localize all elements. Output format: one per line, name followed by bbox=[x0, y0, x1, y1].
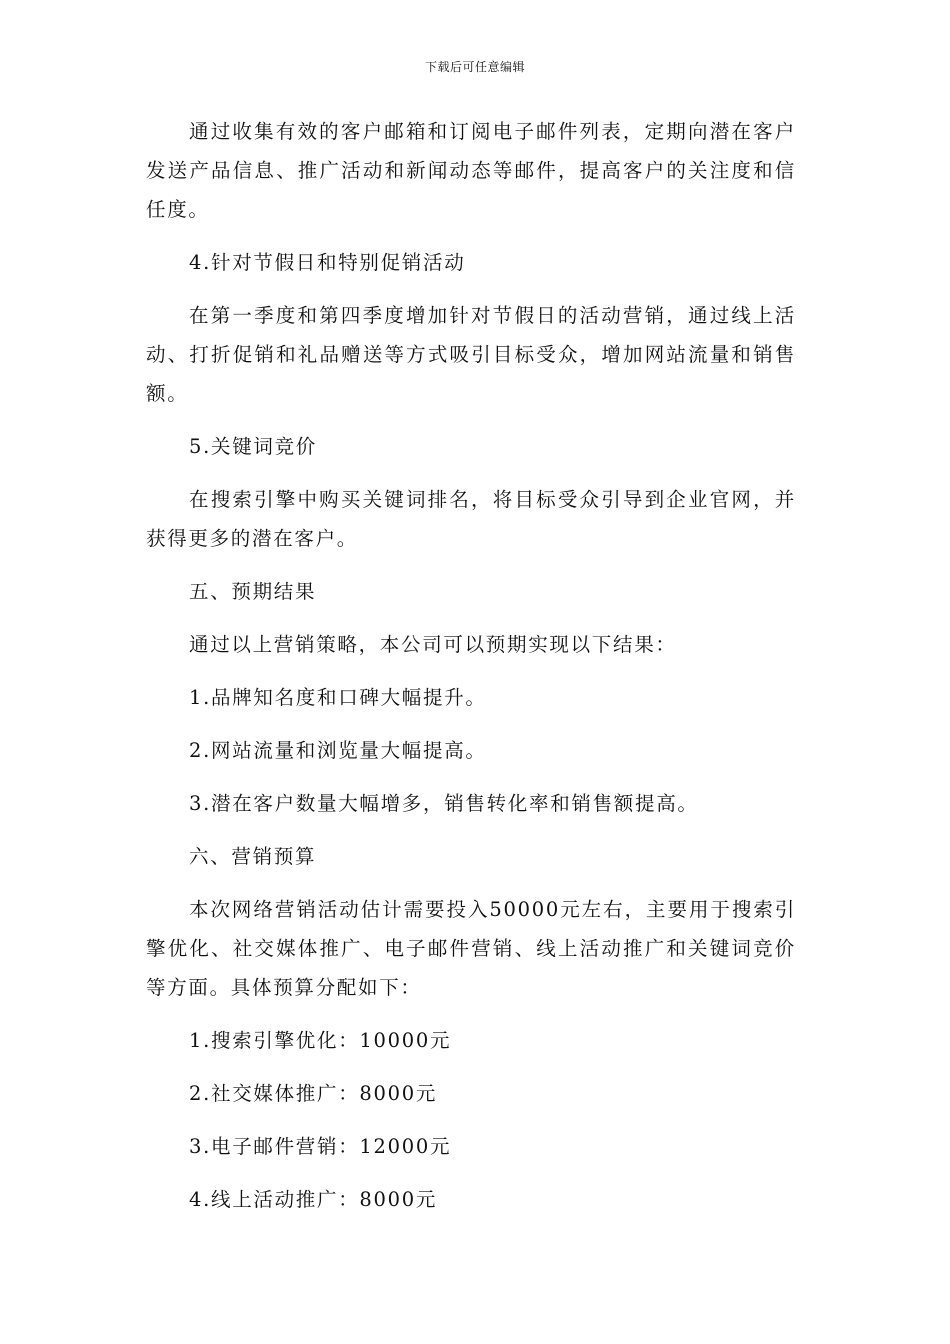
subheading-keyword-bidding: 5.关键词竞价 bbox=[189, 435, 318, 458]
paragraph-email-marketing: 通过收集有效的客户邮箱和订阅电子邮件列表，定期向潜在客户发送产品信息、推广活动和新闻动态等邮件，提高客户的关注度和信任度。 bbox=[146, 120, 796, 221]
list-item-budget-2: 2.社交媒体推广：8000元 bbox=[189, 1082, 438, 1105]
section-title-expected-results: 五、预期结果 bbox=[189, 580, 317, 603]
paragraph-holiday-promotion: 在第一季度和第四季度增加针对节假日的活动营销，通过线上活动、打折促销和礼品赠送等方式吸引目标受众，增加网站流量和销售额。 bbox=[146, 304, 796, 405]
list-item-budget-4: 4.线上活动推广：8000元 bbox=[189, 1188, 438, 1211]
document-body bbox=[146, 112, 796, 1233]
paragraph-budget-intro: 本次网络营销活动估计需要投入50000元左右，主要用于搜索引擎优化、社交媒体推广、电子邮件营销、线上活动推广和关键词竞价等方面。具体预算分配如下： bbox=[146, 898, 796, 999]
section-title-marketing-budget: 六、营销预算 bbox=[189, 845, 317, 868]
list-item-result-1: 1.品牌知名度和口碑大幅提升。 bbox=[189, 686, 487, 709]
paragraph-keyword-bidding: 在搜索引擎中购买关键词排名，将目标受众引导到企业官网，并获得更多的潜在客户。 bbox=[146, 488, 796, 550]
page-header-note: 下载后可任意编辑 bbox=[424, 60, 525, 74]
subheading-holiday-promotion: 4.针对节假日和特别促销活动 bbox=[189, 251, 466, 274]
list-item-result-3: 3.潜在客户数量大幅增多，销售转化率和销售额提高。 bbox=[189, 792, 699, 815]
list-item-budget-3: 3.电子邮件营销：12000元 bbox=[189, 1135, 452, 1158]
list-item-result-2: 2.网站流量和浏览量大幅提高。 bbox=[189, 739, 487, 762]
paragraph-expected-results-intro: 通过以上营销策略，本公司可以预期实现以下结果： bbox=[189, 633, 677, 656]
list-item-budget-1: 1.搜索引擎优化：10000元 bbox=[189, 1029, 452, 1052]
